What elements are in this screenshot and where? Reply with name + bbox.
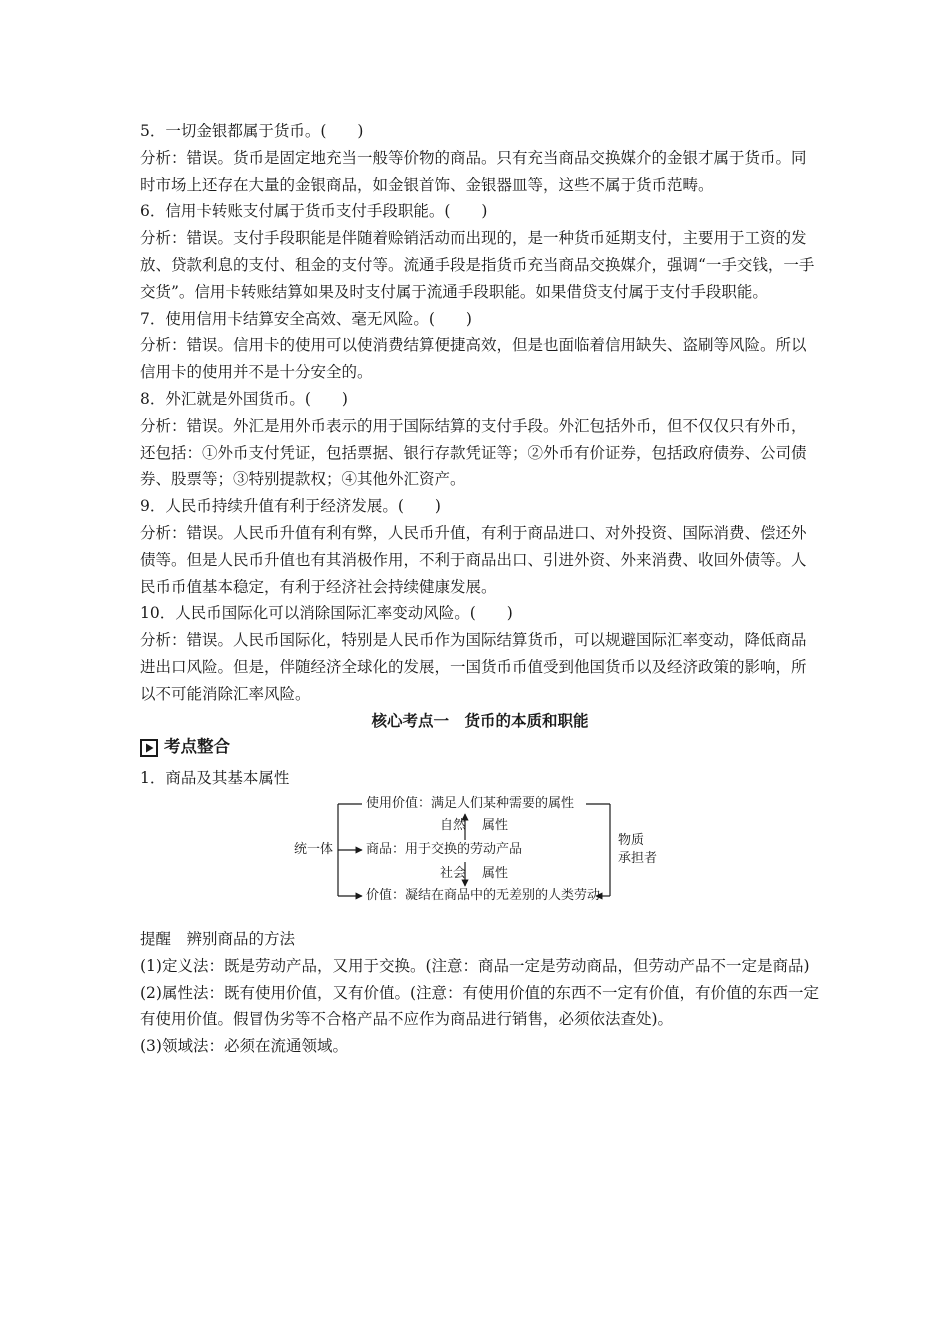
question-stem: 9．人民币持续升值有利于经济发展。( ): [140, 497, 441, 516]
question-10: [140, 600, 820, 707]
question-analysis: 分析：错误。外汇是用外币表示的用于国际结算的支付手段。外汇包括外币，但不仅仅只有外币，还包括：①外币支付凭证，包括票据、银行存款凭证等；②外币有价证券，包括政府债券、公司债券、股票等；③特别提款权；④其他外汇资产。: [140, 416, 807, 489]
question-9: [140, 493, 820, 600]
question-5: [140, 118, 820, 198]
question-stem: 10．人民币国际化可以消除国际汇率变动风险。( ): [140, 604, 513, 623]
question-analysis: 分析：错误。人民币升值有利有弊，人民币升值，有利于商品进口、对外投资、国际消费、偿还外债等。但是人民币升值也有其消极作用，不利于商品出口、引进外资、外来消费、收回外债等。人民币币值基本稳定，有利于经济社会持续健康发展。: [140, 523, 807, 596]
question-analysis: 分析：错误。人民币国际化，特别是人民币作为国际结算货币，可以规避国际汇率变动，降低商品进出口风险。但是，伴随经济全球化的发展，一国货币币值受到他国货币以及经济政策的影响，所以不可能消除汇率风险。: [140, 631, 807, 703]
tip-item: (2)属性法：既有使用价值，又有价值。(注意：有使用价值的东西不一定有价值，有价值的东西一定有使用价值。假冒伪劣等不合格产品不应作为商品进行销售，必须依法查处)。: [140, 983, 820, 1029]
tip-title: 提醒 辨别商品的方法: [140, 929, 296, 948]
page-content: [140, 118, 820, 1060]
item-1-title: 1．商品及其基本属性: [140, 769, 290, 788]
label-use-value: 使用价值：满足人们某种需要的属性: [366, 795, 575, 811]
question-analysis: 分析：错误。货币是固定地充当一般等价物的商品。只有充当商品交换媒介的金银才属于货币。同时市场上还存在大量的金银商品，如金银首饰、金银器皿等，这些不属于货币范畴。: [140, 148, 807, 194]
kaodian-title: 考点整合: [164, 737, 230, 757]
tip-item: (1)定义法：既是劳动产品，又用于交换。(注意：商品一定是劳动商品，但劳动产品不一定是商品): [140, 956, 810, 975]
question-6: [140, 198, 820, 305]
label-unity: 统一体: [294, 841, 334, 857]
section-title: 核心考点一 货币的本质和职能: [371, 710, 589, 730]
question-stem: 6．信用卡转账支付属于货币支付手段职能。( ): [140, 202, 488, 221]
label-nature: 自然: [440, 817, 467, 833]
label-material-carrier: 物质 承担者: [618, 832, 658, 866]
label-value: 价值：凝结在商品中的无差别的人类劳动: [366, 887, 601, 903]
question-7: [140, 306, 820, 386]
kaodian-heading: [140, 734, 820, 761]
question-stem: 5．一切金银都属于货币。( ): [140, 122, 364, 140]
question-stem: 8．外汇就是外国货币。( ): [140, 389, 348, 408]
label-commodity: 商品：用于交换的劳动产品: [366, 841, 523, 857]
play-triangle-icon: [140, 739, 158, 757]
question-8: [140, 386, 820, 493]
question-analysis: 分析：错误。信用卡的使用可以使消费结算便捷高效，但是也面临着信用缺失、盗刷等风险。所以信用卡的使用并不是十分安全的。: [140, 336, 807, 382]
label-attribute-lower: 属性: [482, 865, 509, 881]
tip-item: (3)领域法：必须在流通领域。: [140, 1037, 348, 1056]
question-analysis: 分析：错误。支付手段职能是伴随着赊销活动而出现的，是一种货币延期支付，主要用于工资的发放、贷款利息的支付、租金的支付等。流通手段是指货币充当商品交换媒介，强调“一手交钱，一手交货”。信用卡转账结算如果及时支付属于流通手段职能。如果借贷支付属于支付手段职能。: [140, 229, 815, 301]
label-attribute-upper: 属性: [482, 817, 509, 833]
question-stem: 7．使用信用卡结算安全高效、毫无风险。( ): [140, 309, 472, 328]
label-society: 社会: [440, 865, 467, 881]
commodity-diagram: [140, 794, 820, 922]
